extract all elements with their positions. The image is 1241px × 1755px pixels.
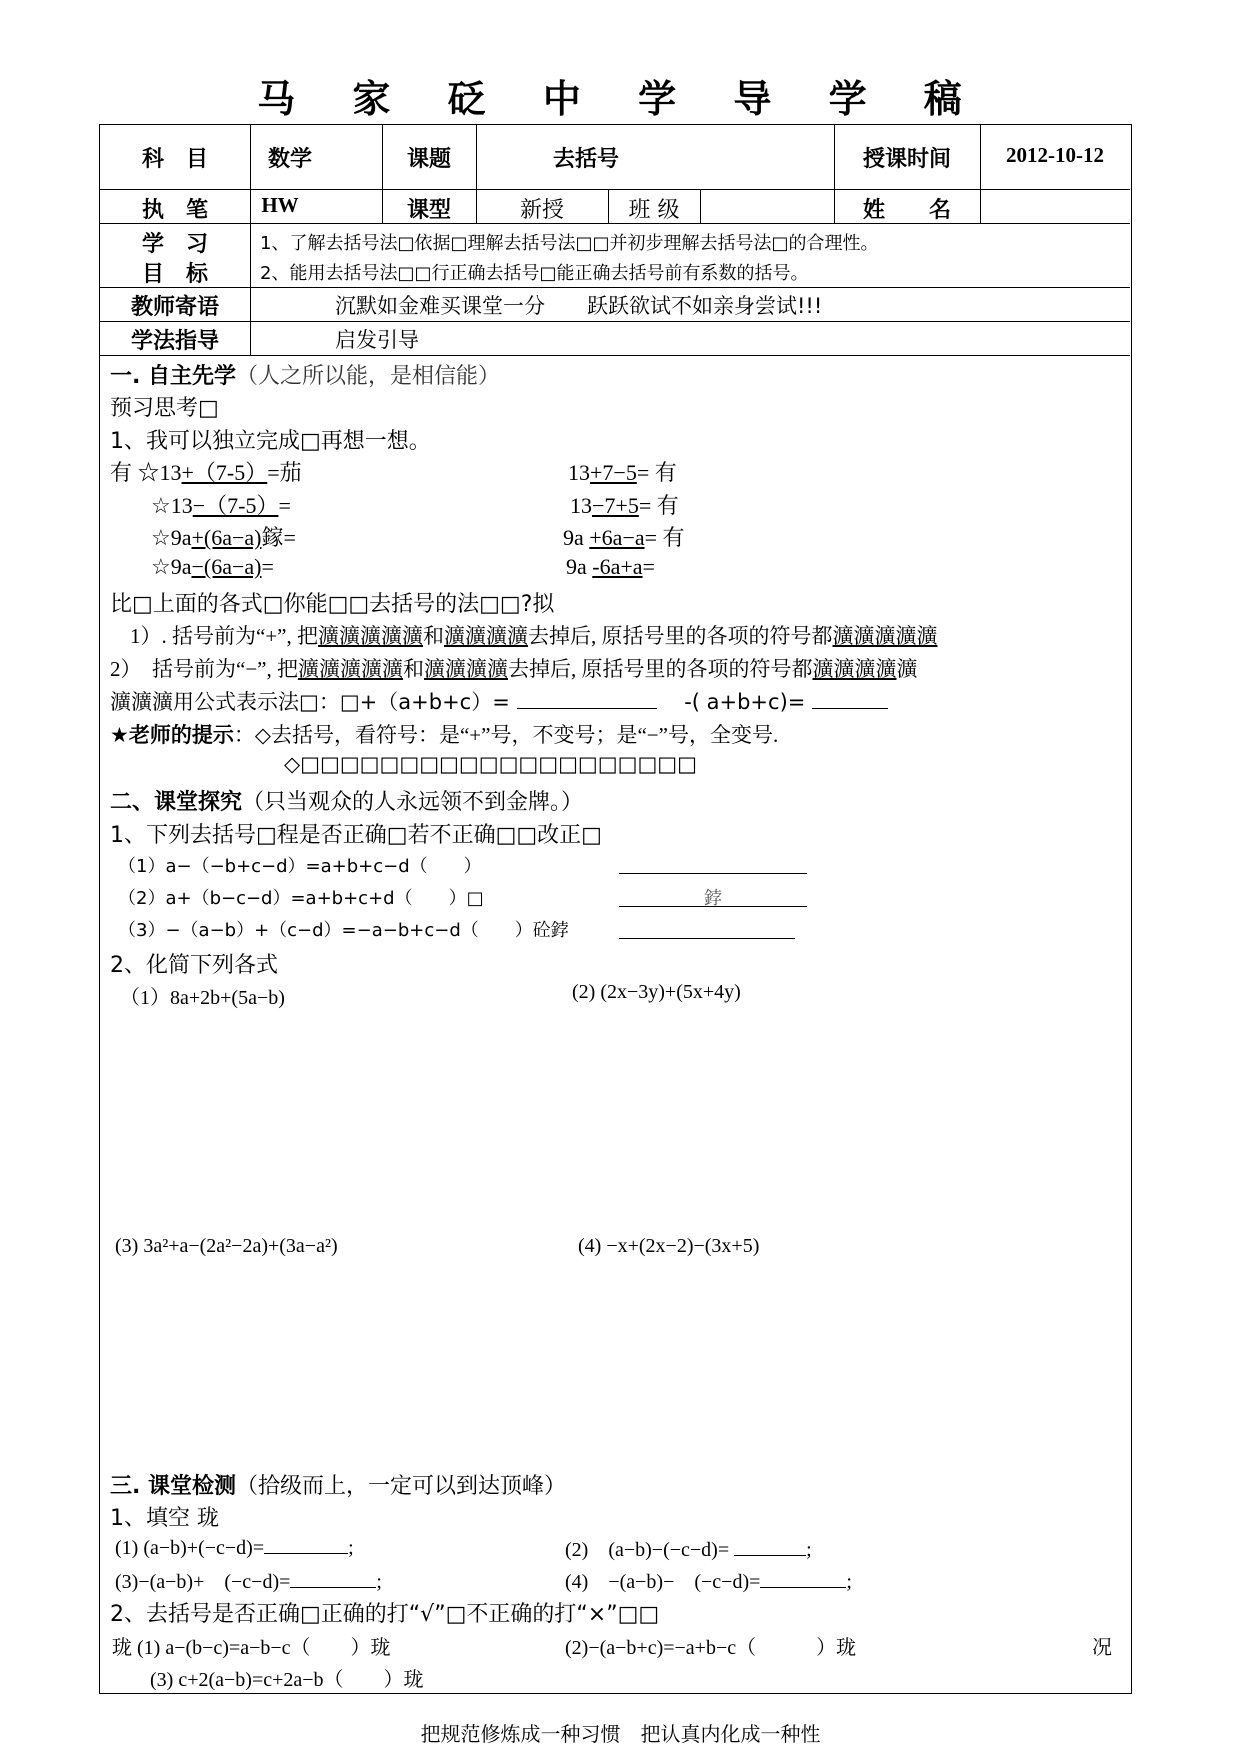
answer-blank[interactable]: [264, 1533, 348, 1554]
col-divider: [980, 125, 981, 223]
hint-line: [110, 719, 778, 749]
rule-part: 和: [402, 657, 424, 681]
section1-heading: [110, 359, 500, 390]
calc-part: −7+5: [592, 493, 639, 518]
page-title: 马 家 砭 中 学 导 学 稿: [257, 77, 984, 121]
correction-blank[interactable]: [619, 938, 795, 939]
row-divider: [100, 321, 1130, 322]
calc-part: −(6a−a): [191, 554, 262, 579]
calc-right-4: [566, 554, 655, 580]
calc-right-2: [570, 489, 679, 520]
rule-part: 和: [422, 624, 444, 648]
rule-part: 去掉后, 原括号里的各项的符号都: [507, 657, 813, 681]
rule-blank: 瀇瀇瀇瀇: [423, 657, 508, 681]
time-value: 2012-10-12: [1006, 143, 1104, 167]
footer-motto: 把规范修炼成一种习惯 把认真内化成一种性: [420, 1724, 821, 1746]
section2-q2: 2、化简下列各式: [110, 953, 278, 978]
calc-part: = 有: [638, 493, 679, 518]
judge-1: 珑 (1) a−(b−c)=a−b−c（ ）珑: [112, 1637, 391, 1659]
section2-q1: 1、下列去括号□程是否正确□若不正确□□改正□: [110, 823, 602, 848]
rule-blank: 瀇瀇瀇瀇: [812, 657, 897, 681]
fill-2: [565, 1533, 812, 1562]
calc-left-4: [151, 554, 274, 580]
section2-heading: [110, 785, 583, 816]
section1-title: 一. 自主先学: [110, 364, 237, 389]
section3-heading: [110, 1469, 566, 1500]
calc-part: =茄: [267, 460, 302, 485]
calc-part: = 有: [636, 460, 677, 485]
judge-item-3: （3）−（a−b）+（c−d）=−a−b+c−d（ ）砼鋍: [118, 920, 569, 941]
section3-q1: 1、填空 珑: [110, 1506, 219, 1531]
type-label: 课型: [406, 198, 451, 223]
calc-part: 13: [570, 493, 592, 518]
correction-blank[interactable]: [619, 873, 807, 874]
author-value: HW: [261, 193, 299, 217]
simplify-1: （1）8a+2b+(5a−b): [120, 987, 285, 1009]
hint-text: ：◇去括号，看符号：是“+”号，不变号；是“−”号，全变号.: [233, 723, 779, 747]
judge-far-char: 况: [1092, 1637, 1112, 1659]
row-divider: [100, 355, 1130, 356]
preview-label: 预习思考□: [110, 396, 219, 421]
judge-item-1: （1）a−（−b+c−d）=a+b+c−d（ ）: [118, 856, 482, 877]
section1-note: （人之所以能，是相信能）: [236, 364, 501, 389]
fill-4: [565, 1565, 852, 1594]
fill-1: [115, 1533, 354, 1560]
goal-line-2: 2、能用去括号法□□行正确去括号□能正确去括号前有系数的括号。: [260, 263, 809, 284]
section2-title: 二、课堂探究: [110, 790, 243, 815]
fill-semicolon: ;: [846, 1571, 852, 1593]
hint-line-2: ◇□□□□□□□□□□□□□□□□□□□□: [284, 752, 697, 776]
section3-q2: 2、去括号是否正确□正确的打“√”□不正确的打“×”□□: [110, 1602, 660, 1627]
judge-2: (2)−(a−b+c)=−a+b−c（ ）珑: [565, 1637, 857, 1659]
subject-label: 科 目: [141, 147, 208, 172]
calc-part: +6a−a: [589, 525, 645, 550]
simplify-4: (4) −x+(2x−2)−(3x+5): [578, 1235, 760, 1257]
simplify-2: (2) (2x−3y)+(5x+4y): [572, 981, 741, 1003]
answer-blank[interactable]: [290, 1567, 376, 1588]
rule-blank: 瀇瀇瀇瀇瀇: [317, 624, 423, 648]
calc-part: +（7-5）: [181, 460, 268, 485]
col-divider: [700, 189, 701, 223]
calc-part: ☆13: [151, 493, 193, 518]
class-label: 班 级: [628, 198, 680, 223]
subject-value: 数学: [267, 147, 312, 172]
calc-part: ☆9a: [151, 525, 192, 550]
rule-blank: 瀇瀇瀇瀇瀇: [832, 624, 938, 648]
time-label: 授课时间: [862, 147, 951, 172]
calc-part: 鎵=: [261, 525, 296, 550]
teacher-msg-label: 教师寄语: [130, 295, 219, 320]
teacher-msg-text: 沉默如金难买课堂一分 跃跃欲试不如亲身尝试!!!: [335, 294, 823, 318]
section3-title: 三. 课堂检测: [110, 1474, 237, 1499]
fill-3: [115, 1565, 382, 1594]
fill-semicolon: ;: [348, 1537, 354, 1559]
rule-part: 去掉后, 原括号里的各项的符号都: [527, 624, 833, 648]
method-text: 启发引导: [335, 328, 419, 352]
fill-semicolon: ;: [806, 1539, 812, 1561]
simplify-3: (3) 3a²+a−(2a²−2a)+(3a−a²): [115, 1235, 338, 1257]
calc-left-3: [151, 521, 296, 552]
calc-right-3: [563, 521, 685, 552]
rule-blank: 瀇瀇瀇瀇: [443, 624, 528, 648]
method-label: 学法指导: [130, 329, 219, 354]
fill-text: (3)−(a−b)+ (−c−d)=: [115, 1571, 291, 1593]
answer-blank[interactable]: [760, 1567, 846, 1588]
calc-left-1: [110, 456, 302, 487]
fill-text: (2) (a−b)−(−c−d)=: [565, 1539, 730, 1561]
calc-part: =: [642, 554, 655, 579]
rule-part: 2） 括号前为“−”, 把: [110, 657, 298, 681]
formula-part: 用公式表示法□：□+（a+b+c）=: [173, 690, 510, 714]
calc-part: = 有: [644, 525, 685, 550]
calc-part: =: [278, 493, 291, 518]
section3-note: （拾级而上，一定可以到达顶峰）: [236, 1474, 567, 1499]
calc-part: =: [261, 554, 274, 579]
formula-part: -( a+b+c)=: [684, 690, 806, 714]
answer-blank[interactable]: [812, 688, 888, 709]
rule-1: [130, 620, 937, 650]
rule-part: 1）. 括号前为“+”, 把: [130, 624, 318, 648]
calc-part: 有 ☆13: [110, 460, 182, 485]
row-divider: [100, 287, 1130, 288]
q1-text: 1、我可以独立完成□再想一想。: [110, 429, 431, 454]
topic-label: 课题: [406, 147, 451, 172]
name-label: 姓 名: [862, 198, 951, 223]
goals-label-2: 目 标: [141, 262, 208, 287]
hint-label: ★老师的提示: [110, 723, 234, 747]
calc-part: ☆9a: [151, 554, 192, 579]
type-value: 新授: [519, 198, 564, 223]
author-label: 执 笔: [141, 198, 208, 223]
calc-left-2: [151, 489, 291, 520]
judge-3: (3) c+2(a−b)=c+2a−b（ ）珑: [150, 1669, 424, 1691]
rule-2: [110, 653, 917, 683]
calc-part: -6a+a: [592, 554, 643, 579]
section2-note: （只当观众的人永远领不到金牌。）: [242, 790, 584, 815]
calc-part: 13: [568, 460, 590, 485]
rule-part: 瀇: [896, 657, 918, 681]
compare-text: 比□上面的各式□你能□□去括号的法□□?拟: [110, 592, 555, 617]
correction-blank[interactable]: 鋍: [619, 884, 807, 907]
fill-text: (4) −(a−b)− (−c−d)=: [565, 1571, 761, 1593]
calc-right-1: [568, 456, 677, 487]
judge-item-2: （2）a+（b−c−d）=a+b+c+d（ ）□: [118, 888, 484, 909]
calc-part: −（7-5）: [192, 493, 279, 518]
calc-part: 9a: [566, 554, 593, 579]
calc-part: +(6a−a): [191, 525, 262, 550]
calc-part: 9a: [563, 525, 590, 550]
goals-label-1: 学 习: [141, 232, 208, 257]
answer-blank[interactable]: [517, 688, 657, 709]
formula-line: [110, 686, 888, 716]
calc-part: +7−5: [590, 460, 637, 485]
rule-blank: 瀇瀇瀇瀇瀇: [297, 657, 403, 681]
answer-blank[interactable]: [734, 1535, 806, 1556]
formula-part: 瀇瀇瀇: [110, 690, 173, 714]
row-divider: [100, 189, 1130, 190]
fill-semicolon: ;: [376, 1571, 382, 1593]
topic-value: 去括号: [552, 147, 619, 172]
goal-line-1: 1、了解去括号法□依据□理解去括号法□□并初步理解去括号法□的合理性。: [260, 233, 879, 254]
fill-text: (1) (a−b)+(−c−d)=: [115, 1537, 265, 1559]
